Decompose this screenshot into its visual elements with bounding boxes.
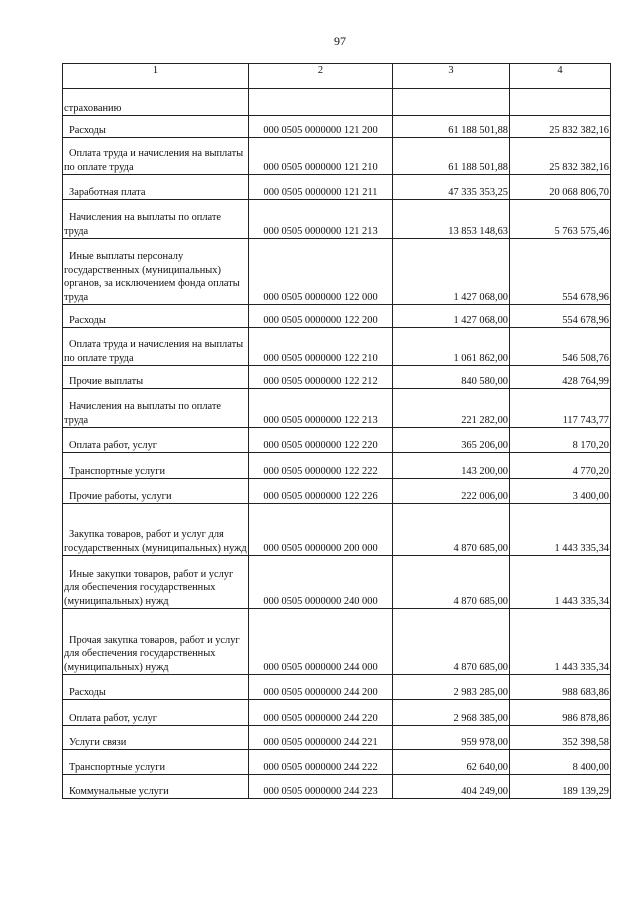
header-col-2: 2 [249,64,393,89]
table-row [63,428,611,453]
row-name-cell [63,366,249,389]
table-row [63,556,611,609]
row-code: 000 0505 0000000 121 210 [249,138,393,175]
row-code: 000 0505 0000000 121 200 [249,116,393,138]
table-row [63,328,611,366]
row-code: 000 0505 0000000 121 211 [249,175,393,200]
row-value-col4: 25 832 382,16 [510,116,611,138]
row-name-cell [63,89,249,116]
row-name-cell [63,700,249,726]
row-value-col4: 554 678,96 [510,305,611,328]
row-name: Иные закупки товаров, работ и услуг для обеспечения государственных (муниципальных) нужд [64,568,234,607]
row-value-col4: 1 443 335,34 [510,609,611,675]
row-value-col4: 8 170,20 [510,428,611,453]
row-value-col3: 222 006,00 [393,479,510,504]
table-row [63,200,611,239]
table-row [63,726,611,750]
table-row [63,305,611,328]
row-code: 000 0505 0000000 121 213 [249,200,393,239]
row-name: Прочие выплаты [69,375,144,387]
row-value-col3: 61 188 501,88 [393,116,510,138]
row-name-cell [63,239,249,305]
row-name-cell [63,328,249,366]
row-code: 000 0505 0000000 200 000 [249,504,393,556]
table-row [63,116,611,138]
row-name-cell [63,200,249,239]
row-name: Начисления на выплаты по оплате труда [64,212,222,237]
row-value-col4 [510,89,611,116]
header-row [63,64,611,89]
table-row [63,389,611,428]
row-value-col4: 554 678,96 [510,239,611,305]
row-name-cell [63,726,249,750]
row-name: Транспортные услуги [69,761,166,773]
row-code: 000 0505 0000000 122 212 [249,366,393,389]
row-value-col4: 189 139,29 [510,775,611,799]
row-value-col4: 428 764,99 [510,366,611,389]
row-value-col4: 352 398,58 [510,726,611,750]
row-name-cell [63,556,249,609]
row-value-col3: 13 853 148,63 [393,200,510,239]
row-name: Иные выплаты персоналу государственных (муниципальных) органов, за исключением фонда оплаты труда [64,251,240,303]
header-col-1: 1 [63,64,249,89]
row-code: 000 0505 0000000 122 222 [249,453,393,479]
row-name-cell [63,675,249,700]
table-row [63,479,611,504]
row-value-col4: 25 832 382,16 [510,138,611,175]
row-value-col4: 988 683,86 [510,675,611,700]
row-value-col3: 221 282,00 [393,389,510,428]
table-row [63,609,611,675]
table-row [63,504,611,556]
row-value-col4: 546 508,76 [510,328,611,366]
row-value-col3: 4 870 685,00 [393,609,510,675]
row-code: 000 0505 0000000 244 223 [249,775,393,799]
row-value-col3: 959 978,00 [393,726,510,750]
table-row [63,89,611,116]
row-code: 000 0505 0000000 244 221 [249,726,393,750]
row-name: Прочие работы, услуги [69,490,172,502]
table-row [63,453,611,479]
row-value-col3: 404 249,00 [393,775,510,799]
row-code: 000 0505 0000000 122 210 [249,328,393,366]
table-row [63,366,611,389]
row-name: Закупка товаров, работ и услуг для государственных (муниципальных) нужд [64,529,247,554]
budget-table [62,63,611,799]
row-name: Оплата работ, услуг [69,439,158,451]
row-code: 000 0505 0000000 240 000 [249,556,393,609]
table-row [63,175,611,200]
table-row [63,775,611,799]
row-code: 000 0505 0000000 122 226 [249,479,393,504]
row-code: 000 0505 0000000 122 213 [249,389,393,428]
row-value-col4: 3 400,00 [510,479,611,504]
row-name-cell [63,138,249,175]
row-name: Расходы [69,686,106,698]
row-name-cell [63,116,249,138]
row-code: 000 0505 0000000 244 222 [249,750,393,775]
header-col-4: 4 [510,64,611,89]
table-row [63,239,611,305]
row-name-cell [63,305,249,328]
table-row [63,700,611,726]
row-value-col3 [393,89,510,116]
row-name-cell [63,453,249,479]
row-value-col4: 117 743,77 [510,389,611,428]
table-row [63,675,611,700]
row-name-cell [63,389,249,428]
table-body [63,89,611,799]
row-value-col3: 62 640,00 [393,750,510,775]
row-name-cell [63,775,249,799]
table-row [63,750,611,775]
row-code [249,89,393,116]
row-name: Транспортные услуги [69,465,166,477]
row-value-col3: 4 870 685,00 [393,504,510,556]
row-value-col3: 143 200,00 [393,453,510,479]
row-value-col4: 20 068 806,70 [510,175,611,200]
row-name-cell [63,750,249,775]
row-code: 000 0505 0000000 244 220 [249,700,393,726]
row-name-cell [63,479,249,504]
row-value-col4: 4 770,20 [510,453,611,479]
row-value-col3: 2 983 285,00 [393,675,510,700]
row-value-col3: 365 206,00 [393,428,510,453]
row-name-cell [63,609,249,675]
row-name: страхованию [64,102,122,114]
row-name: Начисления на выплаты по оплате труда [64,401,222,426]
row-name-cell [63,428,249,453]
header-col-3: 3 [393,64,510,89]
row-name: Оплата труда и начисления на выплаты по оплате труда [64,339,244,364]
page-number: 97 [334,34,346,48]
row-value-col4: 1 443 335,34 [510,504,611,556]
row-name: Оплата работ, услуг [69,712,158,724]
row-value-col4: 1 443 335,34 [510,556,611,609]
row-name: Коммунальные услуги [69,785,169,797]
row-value-col3: 4 870 685,00 [393,556,510,609]
row-name: Заработная плата [69,186,146,198]
row-value-col3: 2 968 385,00 [393,700,510,726]
row-code: 000 0505 0000000 122 220 [249,428,393,453]
row-name: Расходы [69,124,106,136]
row-name: Оплата труда и начисления на выплаты по оплате труда [64,148,244,173]
row-code: 000 0505 0000000 122 000 [249,239,393,305]
row-name-cell [63,175,249,200]
row-value-col4: 5 763 575,46 [510,200,611,239]
row-value-col3: 61 188 501,88 [393,138,510,175]
row-value-col3: 1 061 862,00 [393,328,510,366]
row-code: 000 0505 0000000 122 200 [249,305,393,328]
row-value-col4: 986 878,86 [510,700,611,726]
row-code: 000 0505 0000000 244 200 [249,675,393,700]
row-name-cell [63,504,249,556]
row-value-col4: 8 400,00 [510,750,611,775]
row-name: Прочая закупка товаров, работ и услуг для обеспечения государственных (муниципальных) нужд [64,634,240,673]
row-name: Расходы [69,314,106,326]
row-name: Услуги связи [69,736,127,748]
row-code: 000 0505 0000000 244 000 [249,609,393,675]
row-value-col3: 1 427 068,00 [393,305,510,328]
table-row [63,138,611,175]
table-header [63,64,611,89]
row-value-col3: 47 335 353,25 [393,175,510,200]
row-value-col3: 1 427 068,00 [393,239,510,305]
row-value-col3: 840 580,00 [393,366,510,389]
